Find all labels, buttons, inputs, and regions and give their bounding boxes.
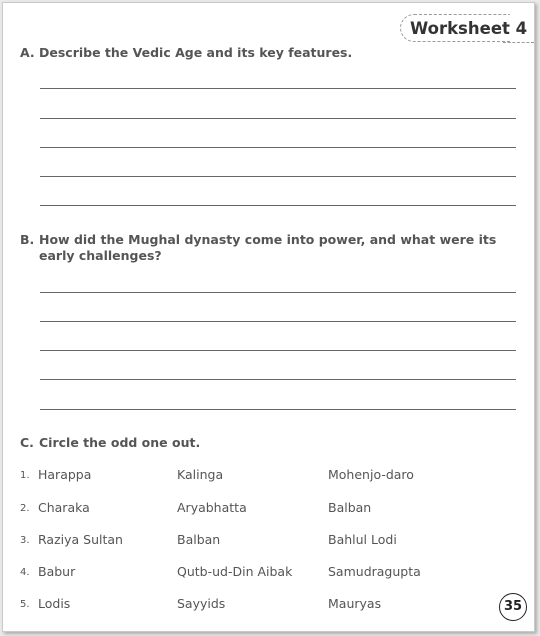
odd-one-out-row bbox=[3, 466, 534, 486]
row-number: 1. bbox=[20, 470, 30, 481]
option[interactable]: Babur bbox=[38, 564, 76, 579]
option[interactable]: Balban bbox=[328, 500, 372, 515]
answer-line[interactable] bbox=[40, 409, 516, 410]
worksheet-label-dashed-rule bbox=[503, 42, 534, 43]
answer-line[interactable] bbox=[40, 379, 516, 380]
option[interactable]: Harappa bbox=[38, 467, 92, 482]
option[interactable]: Kalinga bbox=[177, 467, 224, 482]
option[interactable]: Bahlul Lodi bbox=[328, 532, 397, 547]
question-a bbox=[20, 45, 500, 61]
answer-line[interactable] bbox=[40, 147, 516, 148]
question-c-number: C. bbox=[20, 435, 34, 450]
answer-line[interactable] bbox=[40, 176, 516, 177]
option[interactable]: Sayyids bbox=[177, 596, 226, 611]
answer-line[interactable] bbox=[40, 205, 516, 206]
question-b bbox=[20, 232, 500, 263]
answer-line[interactable] bbox=[40, 292, 516, 293]
option[interactable]: Raziya Sultan bbox=[38, 532, 123, 547]
odd-one-out-row bbox=[3, 595, 534, 615]
question-a-number: A. bbox=[20, 45, 35, 60]
row-number: 3. bbox=[20, 535, 30, 546]
row-number: 5. bbox=[20, 599, 30, 610]
answer-line[interactable] bbox=[40, 88, 516, 89]
answer-line[interactable] bbox=[40, 350, 516, 351]
question-c-text: Circle the odd one out. bbox=[39, 435, 201, 450]
option[interactable]: Balban bbox=[177, 532, 221, 547]
option[interactable]: Lodis bbox=[38, 596, 71, 611]
option[interactable]: Mohenjo-daro bbox=[328, 467, 414, 482]
odd-one-out-row bbox=[3, 499, 534, 519]
option[interactable]: Aryabhatta bbox=[177, 500, 247, 515]
odd-one-out-row bbox=[3, 563, 534, 583]
option[interactable]: Qutb-ud-Din Aibak bbox=[177, 564, 293, 579]
question-c bbox=[20, 435, 500, 451]
question-b-number: B. bbox=[20, 232, 35, 247]
option[interactable]: Charaka bbox=[38, 500, 90, 515]
option[interactable]: Samudragupta bbox=[328, 564, 421, 579]
page-number-badge: 35 bbox=[499, 593, 527, 621]
worksheet-label: Worksheet 4 bbox=[400, 14, 510, 42]
answer-line[interactable] bbox=[40, 118, 516, 119]
option[interactable]: Mauryas bbox=[328, 596, 382, 611]
worksheet-page bbox=[2, 2, 535, 632]
question-a-text: Describe the Vedic Age and its key features. bbox=[39, 45, 353, 60]
row-number: 2. bbox=[20, 503, 30, 514]
odd-one-out-row bbox=[3, 531, 534, 551]
row-number: 4. bbox=[20, 567, 30, 578]
question-b-text: How did the Mughal dynasty come into power, and what were its early challenges? bbox=[39, 232, 497, 263]
answer-line[interactable] bbox=[40, 321, 516, 322]
